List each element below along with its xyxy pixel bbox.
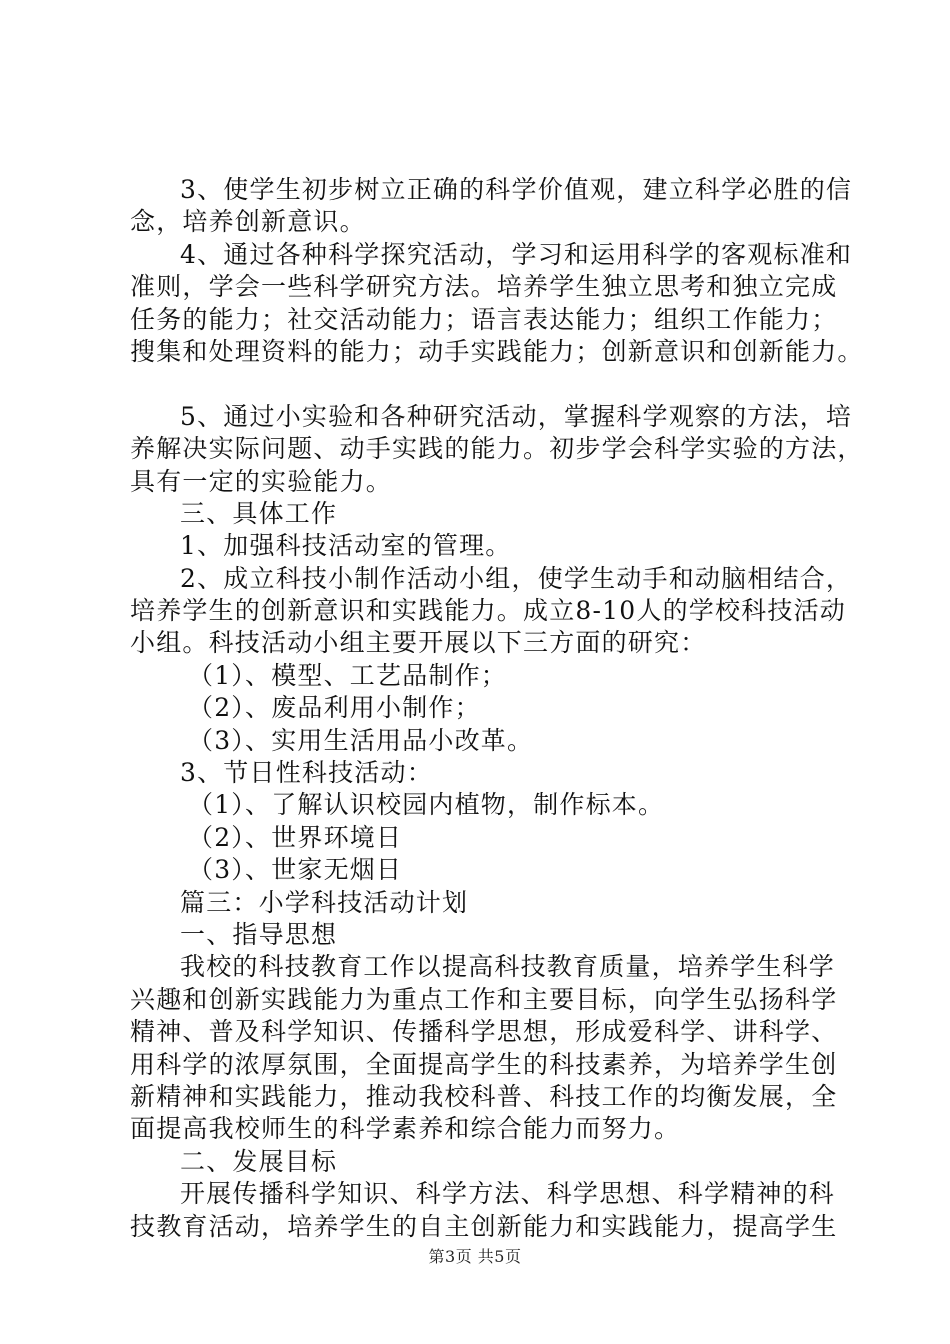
text-line: 一、指导思想 [180,919,338,949]
text-line: 5、通过小实验和各种研究活动，掌握科学观察的方法，培 [180,401,853,431]
text-line: 搜集和处理资料的能力；动手实践能力；创新意识和创新能力。 [130,336,864,366]
text-line: 兴趣和创新实践能力为重点工作和主要目标，向学生弘扬科学 [130,984,838,1014]
text-line: （2）、世界环境日 [188,822,403,852]
text-line: 技教育活动，培养学生的自主创新能力和实践能力，提高学生 [130,1211,838,1241]
text-line: 开展传播科学知识、科学方法、科学思想、科学精神的科 [180,1179,836,1209]
text-line: 1、加强科技活动室的管理。 [180,531,512,561]
text-line: 二、发展目标 [180,1146,338,1176]
text-line: 我校的科技教育工作以提高科技教育质量，培养学生科学 [180,952,836,982]
text-line: （2）、废品利用小制作； [188,693,481,723]
text-line: 用科学的浓厚氛围，全面提高学生的科技素养，为培养学生创 [130,1049,838,1079]
text-line: 4、通过各种科学探究活动，学习和运用科学的客观标准和 [180,239,853,269]
text-line: （3）、世家无烟日 [188,855,403,885]
text-line: 篇三：小学科技活动计划 [180,887,469,917]
text-line: 新精神和实践能力，推动我校科普、科技工作的均衡发展，全 [130,1081,838,1111]
text-line: （1）、了解认识校园内植物，制作标本。 [188,790,665,820]
text-line: 任务的能力；社交活动能力；语言表达能力；组织工作能力； [130,304,838,334]
text-line: （3）、实用生活用品小改革。 [188,725,534,755]
text-line: 2、成立科技小制作活动小组，使学生动手和动脑相结合， [180,563,853,593]
text-line: 3、节日性科技活动： [180,758,433,788]
text-line: 小组。科技活动小组主要开展以下三方面的研究： [130,628,707,658]
text-line: 念，培养创新意识。 [130,207,366,237]
text-line: 培养学生的创新意识和实践能力。成立8-10人的学校科技活动 [130,596,846,626]
text-line: 养解决实际问题、动手实践的能力。初步学会科学实验的方法， [130,434,864,464]
text-line: 具有一定的实验能力。 [130,466,393,496]
document-body [130,174,864,1243]
page-footer: 第3页 共5页 [428,1247,522,1266]
text-line: 3、使学生初步树立正确的科学价值观，建立科学必胜的信 [180,175,853,204]
text-line: （1）、模型、工艺品制作； [188,660,508,690]
text-line: 三、具体工作 [180,498,338,528]
text-line: 精神、普及科学知识、传播科学思想，形成爱科学、讲科学、 [130,1017,838,1047]
text-line: 准则，学会一些科学研究方法。培养学生独立思考和独立完成 [130,272,838,302]
blank-line [130,368,850,400]
text-line: 面提高我校师生的科学素养和综合能力而努力。 [130,1114,681,1144]
